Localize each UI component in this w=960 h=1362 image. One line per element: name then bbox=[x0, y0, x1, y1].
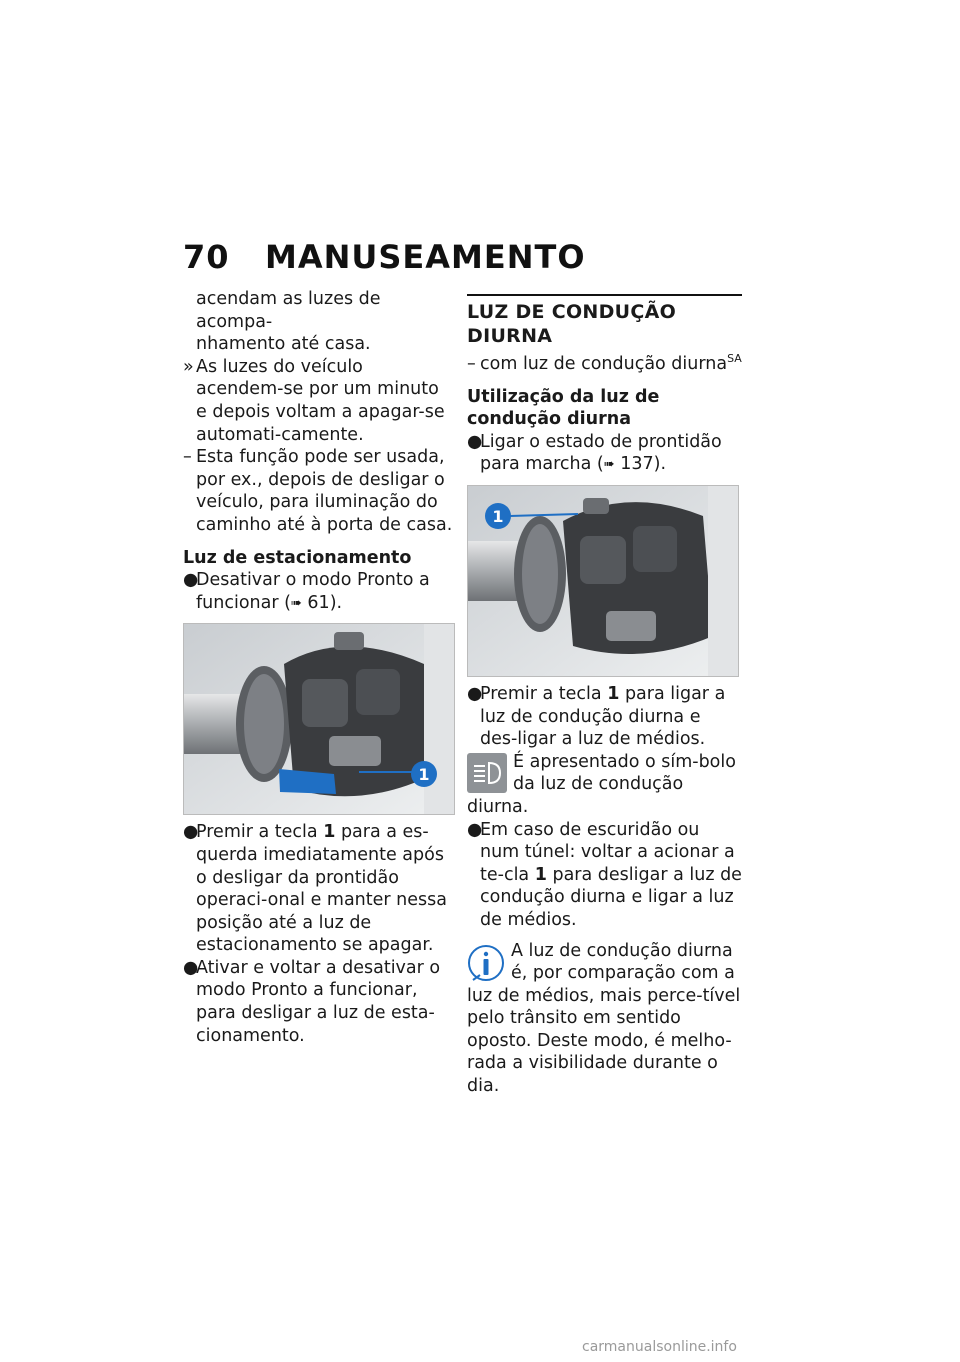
daytime-running-light-symbol-icon bbox=[467, 753, 507, 793]
bullet-icon: ● bbox=[467, 683, 483, 704]
dash-marker: – bbox=[183, 447, 192, 468]
result-item: » As luzes do veículo acendem-se por um minuto e depois voltam a apagar-se automati-camente. bbox=[183, 356, 445, 445]
bullet-item: ● Desativar o modo Pronto a funcionar (➠ 61). bbox=[183, 569, 455, 615]
bullet-item: ● Em caso de escuridão ou num túnel: voltar a acionar a te-cla 1 para desligar a luz de condução diurna e ligar a luz de médios. bbox=[467, 819, 742, 930]
bullet-icon: ● bbox=[467, 431, 483, 452]
symbol-note-text: É apresentado o sím-bolo da luz de condução diurna. bbox=[467, 751, 736, 817]
bullet-item: ● Premir a tecla 1 para ligar a luz de condução diurna e des-ligar a luz de médios. bbox=[467, 683, 726, 750]
bullet-icon: ● bbox=[183, 957, 199, 978]
page-ref-arrow-icon: ➠ bbox=[290, 595, 302, 611]
footer-watermark: carmanualsonline.info bbox=[582, 1339, 737, 1355]
handlebar-switch-photo bbox=[183, 623, 455, 815]
optional-equipment-mark: SA bbox=[727, 352, 742, 365]
handlebar-switch-illustration bbox=[468, 486, 738, 676]
bullet-icon: ● bbox=[183, 570, 199, 591]
section-title-daytime-running-light: LUZ DE CONDUÇÃO DIURNA bbox=[467, 294, 742, 348]
heading-parking-light: Luz de estacionamento bbox=[183, 547, 412, 568]
info-note bbox=[467, 940, 742, 1098]
requirement-item: – com luz de condução diurna$^{SA}$ bbox=[467, 352, 742, 374]
result-marker: » bbox=[183, 356, 194, 377]
chapter-title: MANUSEAMENTO bbox=[265, 238, 586, 276]
page-ref-arrow-icon: ➠ bbox=[603, 457, 615, 473]
right-column bbox=[467, 288, 742, 1098]
note-item: – Esta função pode ser usada, por ex., depois de desligar o veículo, para iluminação do caminho até à porta de casa. bbox=[183, 447, 453, 535]
handlebar-switch-photo bbox=[467, 485, 739, 677]
symbol-note bbox=[467, 751, 742, 819]
info-icon bbox=[467, 944, 505, 984]
bullet-item: ● Ativar e voltar a desativar o modo Pronto a funcionar, para desligar a luz de esta-cionamento. bbox=[183, 957, 441, 1046]
info-note-text: A luz de condução diurna é, por comparação com a luz de médios, mais perce-tível pelo trânsito em sentido oposto. Deste modo, é melho-rada a visibilidade durante o dia. bbox=[467, 940, 741, 1097]
page-number: 70 bbox=[183, 238, 230, 276]
heading-use-daytime-light: Utilização da luz de condução diurna bbox=[467, 386, 660, 430]
callout-1-right: 1 bbox=[492, 506, 504, 526]
bullet-icon: ● bbox=[183, 822, 199, 843]
callout-1-left: 1 bbox=[418, 765, 430, 785]
paragraph-continued: acendam as luzes de acompa- nhamento até casa. bbox=[196, 289, 381, 355]
bullet-item: ● Ligar o estado de prontidão para marcha (➠ 137). bbox=[467, 431, 742, 477]
bullet-item: ● Premir a tecla 1 para a es-querda imediatamente após o desligar da prontidão operaci-onal e manter nessa posição até a luz de estacionamento se apagar. bbox=[183, 822, 447, 956]
page-header bbox=[183, 238, 743, 282]
dash-marker: – bbox=[467, 354, 476, 374]
handlebar-switch-illustration bbox=[184, 624, 454, 814]
bullet-icon: ● bbox=[467, 819, 483, 840]
left-column bbox=[183, 288, 455, 1047]
